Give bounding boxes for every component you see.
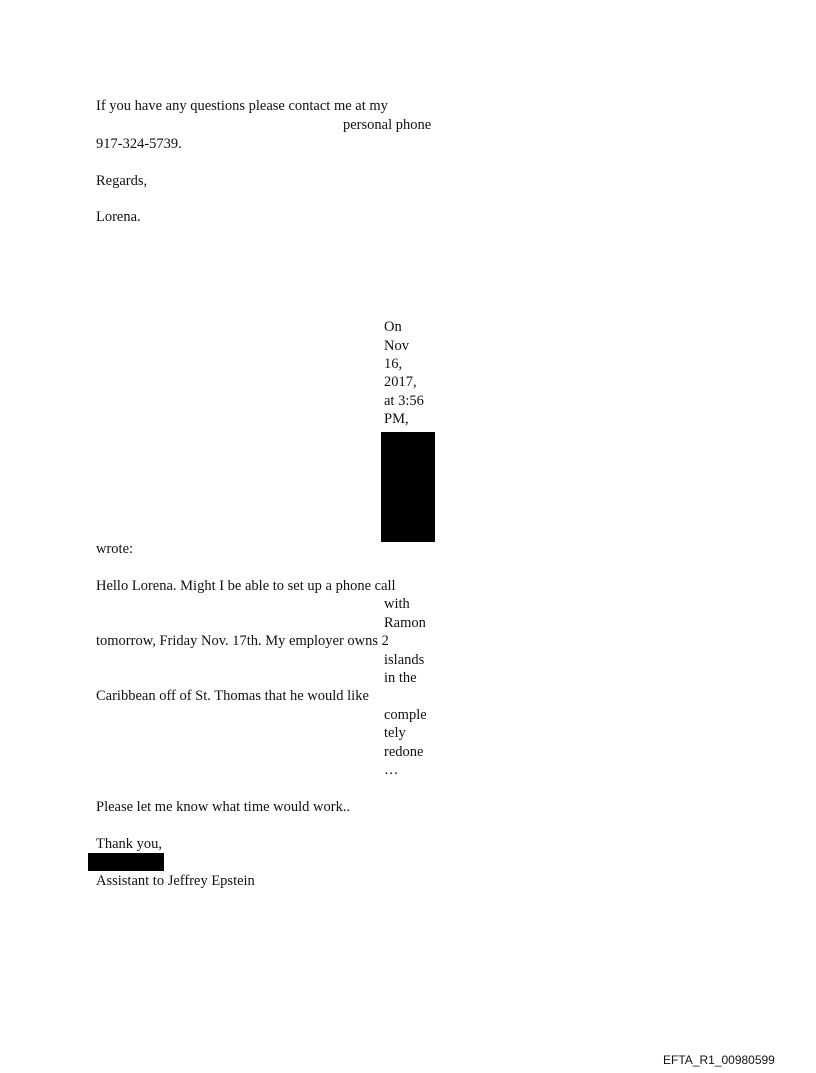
message-line: tely <box>384 725 406 741</box>
message-line: redone <box>384 744 424 760</box>
message-line: Caribbean off of St. Thomas that he would like <box>96 688 369 704</box>
ellipsis: … <box>384 762 399 778</box>
header-word: 2017, <box>384 374 417 390</box>
document-id: EFTA_R1_00980599 <box>663 1053 775 1067</box>
header-wrote: wrote: <box>96 541 134 557</box>
reply-line: If you have any questions please contact me at my <box>96 98 388 114</box>
header-word: at 3:56 <box>384 393 424 409</box>
message-line: Hello Lorena. Might I be able to set up a phone call <box>96 578 396 594</box>
reply-line: personal phone <box>343 117 432 133</box>
header-word: 16, <box>384 356 403 372</box>
message-line: in the <box>384 670 417 686</box>
message-line: Please let me know what time would work.. <box>96 799 351 815</box>
message-line: with <box>384 596 410 612</box>
header-word: Nov <box>384 338 409 354</box>
message-line: islands <box>384 652 425 668</box>
signature-title: Assistant to Jeffrey Epstein <box>96 873 255 889</box>
redaction-block <box>381 432 435 542</box>
closing-regards: Regards, <box>96 173 148 189</box>
message-line: tomorrow, Friday Nov. 17th. My employer owns 2 <box>96 633 389 649</box>
header-word: On <box>384 319 402 335</box>
message-line: Ramon <box>384 615 426 631</box>
closing-thanks: Thank you, <box>96 836 163 852</box>
message-line: comple <box>384 707 427 723</box>
sender-name: Lorena. <box>96 209 141 225</box>
redaction-block <box>88 853 164 871</box>
phone-number: 917-324-5739. <box>96 136 182 152</box>
header-word: PM, <box>384 411 409 427</box>
